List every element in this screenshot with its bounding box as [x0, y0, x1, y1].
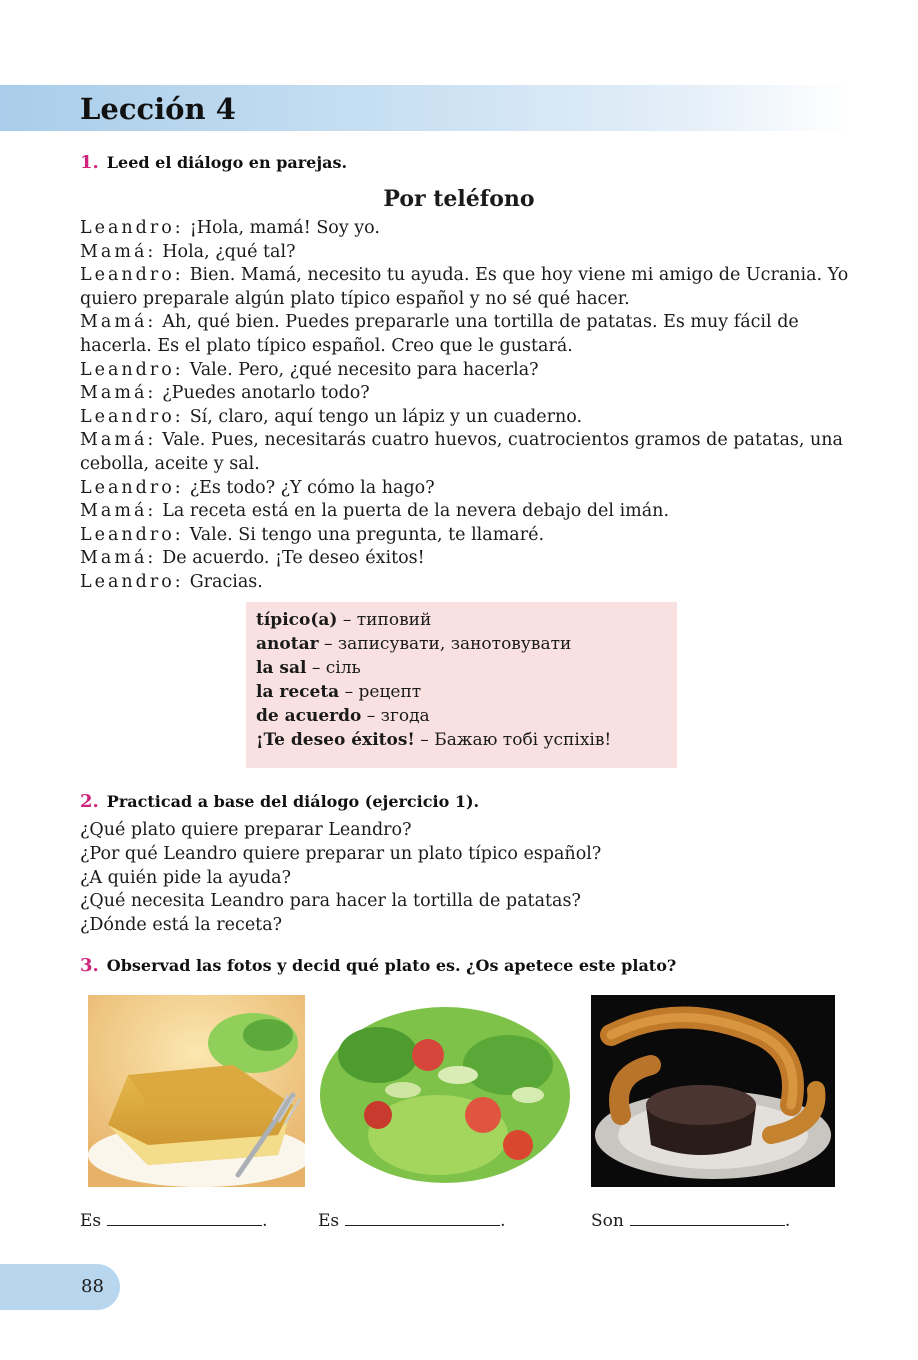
dialog-line — [80, 524, 850, 548]
speaker-name: Leandro: — [80, 218, 184, 238]
dialog-line — [80, 241, 850, 265]
exercise-3-number: 3. — [80, 955, 99, 976]
answer-blank[interactable] — [345, 1209, 500, 1226]
exercise-1-instruction: Leed el diálogo en parejas. — [106, 153, 348, 172]
question: ¿Qué necesita Leandro para hacer la tortilla de patatas? — [80, 891, 581, 912]
vocab-term: la receta — [256, 682, 340, 702]
answer-blank[interactable] — [630, 1209, 785, 1226]
dialog-line — [80, 264, 850, 311]
exercise-1-number: 1. — [80, 152, 99, 173]
dialog-text: ¿Puedes anotarlo todo? — [162, 383, 370, 404]
dialog-line — [80, 311, 850, 358]
exercise-3-heading — [80, 955, 676, 977]
answer-suffix: . — [500, 1211, 506, 1231]
salad-photo — [318, 995, 572, 1187]
speaker-name: Leandro: — [80, 359, 184, 380]
answer-prefix: Son — [591, 1211, 624, 1231]
speaker-name: Mamá: — [80, 430, 157, 451]
exercise-2-heading — [80, 791, 479, 813]
question: ¿Dónde está la receta? — [80, 915, 283, 936]
dialog-title: Por teléfono — [383, 186, 535, 212]
vocab-term: de acuerdo — [256, 706, 362, 726]
exercise-2-instruction: Practicad a base del diálogo (ejercicio 1). — [106, 792, 480, 811]
dialog-line — [80, 571, 850, 595]
speaker-name: Leandro: — [80, 265, 184, 286]
dialog-line — [80, 359, 850, 383]
dialog-line — [80, 217, 850, 241]
page-number: 88 — [81, 1276, 104, 1297]
vocab-translation: – записувати, занотовувати — [323, 634, 572, 654]
dialog-line — [80, 500, 850, 524]
speaker-name: Mamá: — [80, 501, 157, 522]
vocab-term: la sal — [256, 658, 307, 678]
exercise-3-instruction: Observad las fotos y decid qué plato es. ¿Os apetece este plato? — [106, 956, 677, 975]
answer-1 — [80, 1209, 268, 1233]
question: ¿Por qué Leandro quiere preparar un plato típico español? — [80, 843, 602, 864]
dialog-line — [80, 547, 850, 571]
vocab-translation: – Бажаю тобі успіхів! — [420, 730, 612, 750]
vocab-entry — [256, 608, 667, 632]
vocab-entry — [256, 680, 667, 704]
churros-photo — [591, 995, 835, 1187]
dialog-text: Vale. Pues, necesitarás cuatro huevos, cuatrocientos gramos de patatas, una cebolla, aceite y sal. — [80, 430, 843, 474]
lesson-title: Lección 4 — [80, 92, 236, 126]
vocab-entry — [256, 704, 667, 728]
vocab-term: típico(a) — [256, 610, 338, 630]
dialog-text: Vale. Si tengo una pregunta, te llamaré. — [189, 524, 545, 545]
answer-suffix: . — [262, 1211, 268, 1231]
vocab-translation: – рецепт — [344, 682, 422, 702]
vocab-translation: – сіль — [311, 658, 361, 678]
answer-suffix: . — [784, 1211, 791, 1231]
speaker-name: Leandro: — [80, 477, 184, 498]
answer-3 — [591, 1209, 790, 1233]
dialog — [80, 217, 850, 595]
dialog-text: La receta está en la puerta de la nevera debajo del imán. — [162, 501, 670, 522]
vocab-translation: – згода — [366, 706, 430, 726]
answer-blank[interactable] — [107, 1209, 262, 1226]
dialog-text: Hola, ¿qué tal? — [162, 241, 296, 262]
exercise-2-number: 2. — [80, 791, 99, 812]
dialog-text: De acuerdo. ¡Te deseo éxitos! — [162, 548, 425, 569]
answer-prefix: Es — [80, 1211, 102, 1231]
dialog-text: Sí, claro, aquí tengo un lápiz y un cuaderno. — [189, 406, 583, 427]
speaker-name: Mamá: — [80, 548, 157, 569]
vocabulary-box — [246, 602, 677, 768]
question: ¿Qué plato quiere preparar Leandro? — [80, 820, 412, 840]
speaker-name: Mamá: — [80, 241, 157, 262]
vocab-term: ¡Te deseo éxitos! — [256, 730, 415, 750]
tortilla-photo — [88, 995, 305, 1187]
dialog-text: Gracias. — [189, 571, 263, 592]
vocab-entry — [256, 632, 667, 656]
speaker-name: Leandro: — [80, 571, 184, 592]
question: ¿A quién pide la ayuda? — [80, 867, 291, 888]
dialog-text: ¡Hola, mamá! Soy yo. — [189, 218, 380, 238]
speaker-name: Leandro: — [80, 406, 184, 427]
dialog-line — [80, 382, 850, 406]
dialog-line — [80, 429, 850, 476]
dialog-text: Ah, qué bien. Puedes prepararle una tortilla de patatas. Es muy fácil de hacerla. Es el plato típico español. Creo que le gustará. — [80, 312, 799, 356]
dialog-line — [80, 477, 850, 501]
vocab-entry — [256, 656, 667, 680]
vocab-term: anotar — [256, 634, 319, 654]
dialog-text: Bien. Mamá, necesito tu ayuda. Es que hoy viene mi amigo de Ucrania. Yo quiero preparale algún plato típico español y no sé qué hacer. — [80, 265, 849, 309]
dialog-line — [80, 406, 850, 430]
speaker-name: Mamá: — [80, 383, 157, 404]
speaker-name: Mamá: — [80, 312, 157, 333]
dialog-text: ¿Es todo? ¿Y cómo la hago? — [189, 477, 435, 498]
question-list — [80, 819, 601, 938]
vocab-translation: – типовий — [342, 610, 432, 630]
vocab-entry — [256, 728, 667, 752]
answer-2 — [318, 1209, 506, 1233]
speaker-name: Leandro: — [80, 524, 184, 545]
exercise-1-heading — [80, 152, 347, 174]
answer-prefix: Es — [318, 1211, 340, 1231]
dialog-text: Vale. Pero, ¿qué necesito para hacerla? — [189, 359, 539, 380]
